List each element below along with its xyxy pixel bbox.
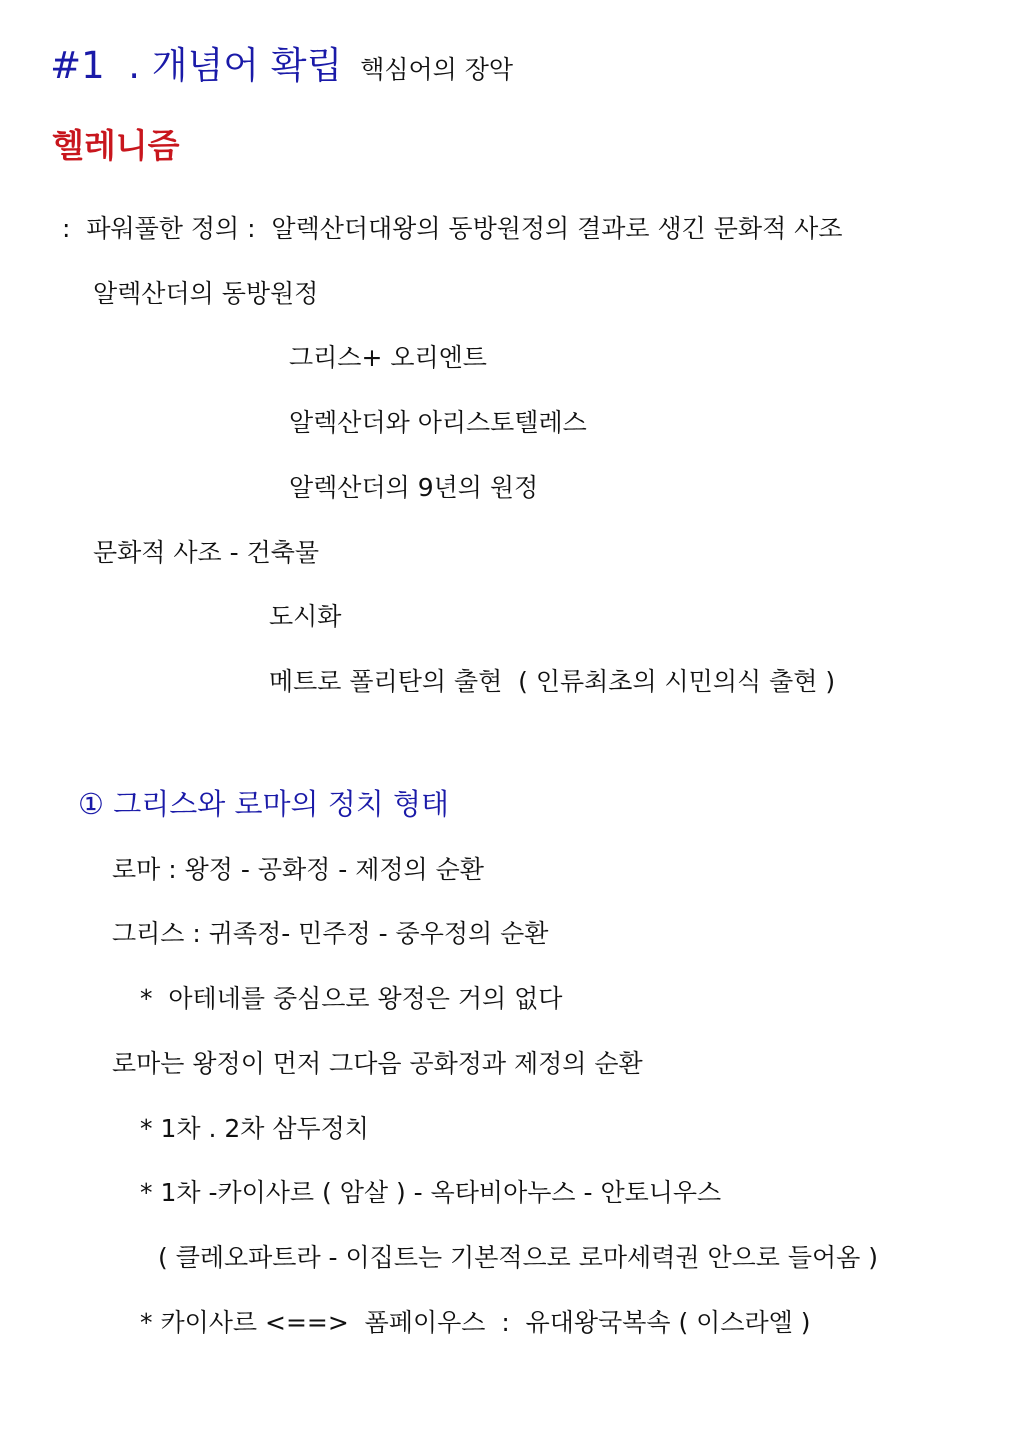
text-line: 메트로 폴리탄의 출현 ( 인류최초의 시민의식 출현 ): [269, 667, 836, 696]
subsection-title: ① 그리스와 로마의 정치 형태: [78, 787, 450, 821]
text-line: 그리스+ 오리엔트: [289, 343, 487, 372]
text-line: 로마 : 왕정 - 공화정 - 제정의 순환: [112, 855, 484, 884]
page-title: #1 . 개념어 확립: [50, 44, 343, 87]
text-line: * 아테네를 중심으로 왕정은 거의 없다: [140, 984, 563, 1013]
text-line: ( 클레오파트라 - 이집트는 기본적으로 로마세력권 안으로 들어옴 ): [158, 1243, 879, 1272]
section-title: 헬레니즘: [52, 126, 180, 165]
text-line: * 1차 . 2차 삼두정치: [140, 1114, 369, 1143]
text-line: 문화적 사조 - 건축물: [93, 538, 320, 567]
text-line: 알렉산더의 9년의 원정: [289, 473, 539, 502]
text-line: 알렉산더의 동방원정: [93, 279, 319, 308]
definition-line: : 파워풀한 정의 : 알렉산더대왕의 동방원정의 결과로 생긴 문화적 사조: [62, 214, 843, 243]
text-line: * 카이사르 <==> 폼페이우스 : 유대왕국복속 ( 이스라엘 ): [140, 1308, 811, 1337]
text-line: 그리스 : 귀족정- 민주정 - 중우정의 순환: [112, 919, 549, 948]
page-subtitle: 핵심어의 장악: [360, 55, 514, 84]
document-header: [40, 22, 513, 91]
text-line: * 1차 -카이사르 ( 암살 ) - 옥타비아누스 - 안토니우스: [140, 1178, 722, 1207]
text-line: 알렉산더와 아리스토텔레스: [289, 408, 587, 437]
text-line: 도시화: [269, 602, 342, 631]
text-line: 로마는 왕정이 먼저 그다음 공화정과 제정의 순환: [112, 1049, 643, 1078]
